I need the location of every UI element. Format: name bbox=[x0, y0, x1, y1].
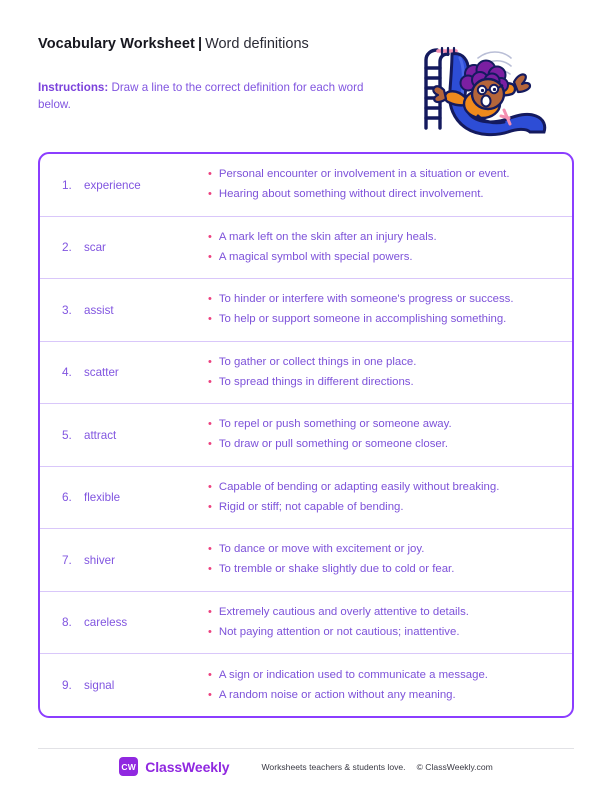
definition-option[interactable] bbox=[208, 312, 558, 327]
definition-text: Extremely cautious and overly attentive to details. bbox=[218, 605, 469, 618]
word-cell bbox=[40, 303, 208, 317]
bullet-icon: • bbox=[208, 355, 212, 368]
definition-text: A magical symbol with special powers. bbox=[218, 250, 413, 263]
instructions bbox=[38, 79, 378, 113]
definition-option[interactable] bbox=[208, 292, 558, 307]
definitions-cell bbox=[208, 537, 572, 582]
definition-option[interactable] bbox=[208, 562, 558, 577]
word-cell bbox=[40, 428, 208, 442]
definitions-cell bbox=[208, 663, 572, 708]
definition-option[interactable] bbox=[208, 375, 558, 390]
definition-option[interactable] bbox=[208, 605, 558, 620]
definitions-cell bbox=[208, 162, 572, 207]
bullet-icon: • bbox=[208, 480, 212, 493]
footer-divider bbox=[38, 748, 574, 749]
definition-text: Personal encounter or involvement in a situation or event. bbox=[218, 168, 510, 181]
worksheet-header bbox=[38, 34, 398, 113]
definition-option[interactable] bbox=[208, 437, 558, 452]
definition-option[interactable] bbox=[208, 480, 558, 495]
bullet-icon: • bbox=[208, 668, 212, 681]
bullet-icon: • bbox=[208, 563, 212, 576]
definition-text: A random noise or action without any meaning. bbox=[218, 688, 456, 701]
definitions-cell bbox=[208, 600, 572, 645]
bullet-icon: • bbox=[208, 188, 212, 201]
definition-text: To repel or push something or someone away. bbox=[218, 418, 452, 431]
vocabulary-word: scatter bbox=[84, 366, 119, 380]
table-row[interactable] bbox=[40, 467, 572, 530]
table-row[interactable] bbox=[40, 529, 572, 592]
definition-text: To hinder or interfere with someone's progress or success. bbox=[218, 293, 514, 306]
word-cell bbox=[40, 553, 208, 567]
definition-option[interactable] bbox=[208, 688, 558, 703]
definition-text: A mark left on the skin after an injury heals. bbox=[218, 230, 437, 243]
definitions-cell bbox=[208, 287, 572, 332]
bullet-icon: • bbox=[208, 625, 212, 638]
table-row[interactable] bbox=[40, 217, 572, 280]
table-row[interactable] bbox=[40, 154, 572, 217]
definitions-cell bbox=[208, 475, 572, 520]
table-row[interactable] bbox=[40, 279, 572, 342]
page-title-subtitle: Word definitions bbox=[205, 36, 309, 52]
vocabulary-word: scar bbox=[84, 241, 106, 255]
definition-option[interactable] bbox=[208, 500, 558, 515]
row-number: 7. bbox=[62, 552, 72, 567]
classweekly-badge-icon: CW bbox=[119, 757, 138, 776]
page-title-separator: | bbox=[198, 36, 203, 52]
vocabulary-word: attract bbox=[84, 428, 117, 442]
row-number: 5. bbox=[62, 427, 72, 442]
vocabulary-word: signal bbox=[84, 679, 115, 693]
row-number: 3. bbox=[62, 302, 72, 317]
footer-copyright: © ClassWeekly.com bbox=[416, 761, 493, 772]
bullet-icon: • bbox=[208, 688, 212, 701]
word-cell bbox=[40, 678, 208, 692]
row-number: 4. bbox=[62, 365, 72, 380]
definition-option[interactable] bbox=[208, 417, 558, 432]
table-row[interactable] bbox=[40, 404, 572, 467]
instructions-label: Instructions: bbox=[38, 81, 109, 94]
child-on-slide-illustration bbox=[404, 28, 560, 146]
instructions-text: Draw a line to the correct definition for each word below. bbox=[38, 81, 364, 111]
word-cell bbox=[40, 365, 208, 379]
definition-text: Capable of bending or adapting easily without breaking. bbox=[218, 480, 500, 493]
bullet-icon: • bbox=[208, 168, 212, 181]
definition-option[interactable] bbox=[208, 187, 558, 202]
table-row[interactable] bbox=[40, 342, 572, 405]
bullet-icon: • bbox=[208, 313, 212, 326]
row-number: 6. bbox=[62, 490, 72, 505]
definition-option[interactable] bbox=[208, 668, 558, 683]
vocabulary-word: assist bbox=[84, 303, 114, 317]
vocabulary-word: careless bbox=[84, 616, 128, 630]
page-title-main: Vocabulary Worksheet bbox=[38, 36, 195, 52]
row-number: 1. bbox=[62, 177, 72, 192]
bullet-icon: • bbox=[208, 293, 212, 306]
word-cell bbox=[40, 615, 208, 629]
page-title bbox=[38, 34, 398, 54]
definition-option[interactable] bbox=[208, 230, 558, 245]
brand-name: ClassWeekly bbox=[145, 758, 230, 775]
bullet-icon: • bbox=[208, 500, 212, 513]
definition-text: Hearing about something without direct involvement. bbox=[218, 188, 484, 201]
vocabulary-word: shiver bbox=[84, 553, 115, 567]
definition-option[interactable] bbox=[208, 542, 558, 557]
definition-text: A sign or indication used to communicate a message. bbox=[218, 668, 488, 681]
table-row[interactable] bbox=[40, 592, 572, 655]
definition-text: Not paying attention or not cautious; inattentive. bbox=[218, 625, 460, 638]
definition-text: To help or support someone in accomplishing something. bbox=[218, 313, 507, 326]
bullet-icon: • bbox=[208, 230, 212, 243]
bullet-icon: • bbox=[208, 605, 212, 618]
bullet-icon: • bbox=[208, 375, 212, 388]
definition-option[interactable] bbox=[208, 355, 558, 370]
definition-option[interactable] bbox=[208, 625, 558, 640]
definition-option[interactable] bbox=[208, 167, 558, 182]
worksheet-table bbox=[38, 152, 574, 718]
bullet-icon: • bbox=[208, 250, 212, 263]
row-number: 2. bbox=[62, 240, 72, 255]
bullet-icon: • bbox=[208, 418, 212, 431]
definition-text: To spread things in different directions. bbox=[218, 375, 414, 388]
row-number: 9. bbox=[62, 678, 72, 693]
definition-text: Rigid or stiff; not capable of bending. bbox=[218, 500, 404, 513]
definition-text: To dance or move with excitement or joy. bbox=[218, 543, 425, 556]
word-cell bbox=[40, 240, 208, 254]
brand-logo[interactable] bbox=[119, 757, 229, 776]
vocabulary-word: experience bbox=[84, 178, 141, 192]
definitions-cell bbox=[208, 225, 572, 270]
footer bbox=[0, 757, 612, 776]
definitions-cell bbox=[208, 350, 572, 395]
bullet-icon: • bbox=[208, 543, 212, 556]
bullet-icon: • bbox=[208, 438, 212, 451]
table-row[interactable] bbox=[40, 654, 572, 717]
definition-text: To gather or collect things in one place. bbox=[218, 355, 417, 368]
word-cell bbox=[40, 490, 208, 504]
footer-tagline: Worksheets teachers & students love. bbox=[261, 761, 406, 772]
vocabulary-word: flexible bbox=[84, 491, 121, 505]
row-number: 8. bbox=[62, 615, 72, 630]
word-cell bbox=[40, 178, 208, 192]
definition-text: To tremble or shake slightly due to cold or fear. bbox=[218, 563, 455, 576]
definitions-cell bbox=[208, 412, 572, 457]
definition-option[interactable] bbox=[208, 250, 558, 265]
definition-text: To draw or pull something or someone closer. bbox=[218, 438, 449, 451]
